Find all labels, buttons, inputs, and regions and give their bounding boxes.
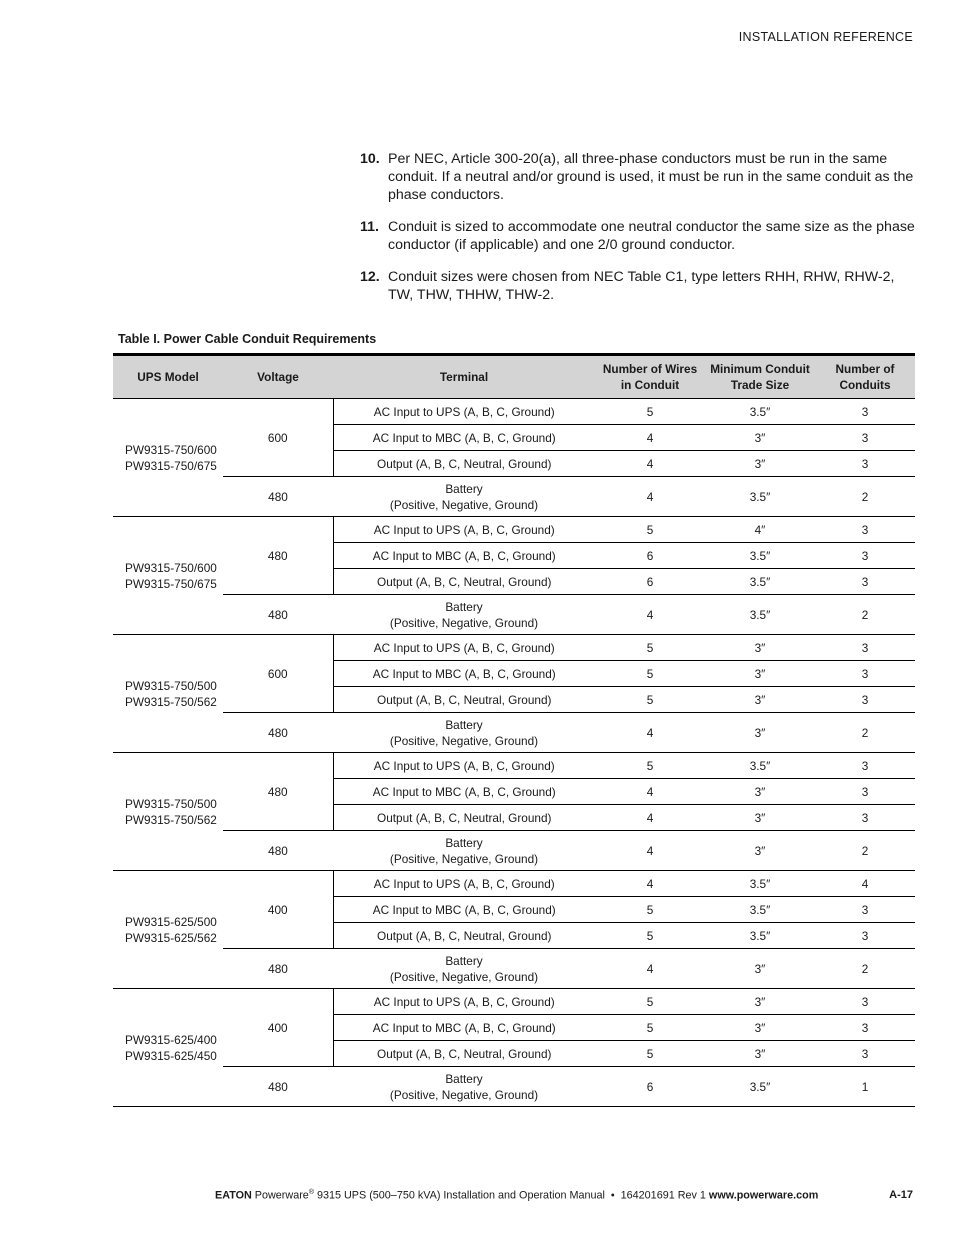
terminal-line1: Battery — [445, 953, 483, 968]
terminal-line2: (Positive, Negative, Ground) — [389, 969, 539, 984]
cell-terminal — [333, 713, 595, 753]
ups-model-line2: PW9315-750/562 — [125, 694, 217, 709]
cell-terminal: AC Input to MBC (A, B, C, Ground) — [333, 425, 595, 451]
header-ups-model: UPS Model — [113, 355, 223, 399]
cell-trade-size: 3.5″ — [705, 897, 815, 923]
cell-conduits: 3 — [815, 399, 915, 425]
cell-conduits: 4 — [815, 871, 915, 897]
cell-wires: 5 — [595, 897, 705, 923]
table-row — [113, 871, 915, 897]
table-row — [113, 713, 915, 753]
cell-conduits: 3 — [815, 451, 915, 477]
ups-model-line2: PW9315-625/450 — [125, 1048, 217, 1063]
terminal-line2: (Positive, Negative, Ground) — [389, 733, 539, 748]
cell-trade-size: 3″ — [705, 779, 815, 805]
cell-terminal: AC Input to UPS (A, B, C, Ground) — [333, 871, 595, 897]
header-wires-line2: in Conduit — [620, 378, 680, 392]
header-terminal: Terminal — [333, 355, 595, 399]
header-trade-line2: Trade Size — [730, 378, 790, 392]
cell-conduits: 2 — [815, 477, 915, 517]
terminal-line1: Battery — [445, 599, 483, 614]
cell-conduits: 2 — [815, 831, 915, 871]
table-row — [113, 595, 915, 635]
cell-trade-size: 3.5″ — [705, 399, 815, 425]
cell-trade-size: 3.5″ — [705, 543, 815, 569]
cell-voltage: 480 — [223, 517, 333, 595]
cell-wires: 4 — [595, 451, 705, 477]
cell-terminal: AC Input to MBC (A, B, C, Ground) — [333, 1015, 595, 1041]
cell-ups-model — [113, 399, 223, 517]
cell-wires: 5 — [595, 661, 705, 687]
header-trade-size — [705, 355, 815, 399]
ups-model-line1: PW9315-750/600 — [125, 442, 217, 457]
table-row — [113, 753, 915, 779]
cell-wires: 5 — [595, 517, 705, 543]
table-row — [113, 1067, 915, 1107]
cell-wires: 4 — [595, 477, 705, 517]
header-conduits — [815, 355, 915, 399]
cell-wires: 4 — [595, 831, 705, 871]
note-item — [360, 218, 920, 254]
section-header: INSTALLATION REFERENCE — [738, 30, 913, 44]
cell-wires: 4 — [595, 779, 705, 805]
cell-conduits: 3 — [815, 569, 915, 595]
ups-model-line1: PW9315-750/500 — [125, 678, 217, 693]
cell-terminal: Output (A, B, C, Neutral, Ground) — [333, 805, 595, 831]
cell-terminal — [333, 595, 595, 635]
terminal-line1: Battery — [445, 1071, 483, 1086]
ups-model-line2: PW9315-750/562 — [125, 812, 217, 827]
table-row — [113, 399, 915, 425]
cell-trade-size: 3″ — [705, 805, 815, 831]
cell-voltage: 480 — [223, 1067, 333, 1107]
header-trade-line1: Minimum Conduit — [710, 362, 810, 376]
ups-model-line1: PW9315-625/400 — [125, 1032, 217, 1047]
cell-wires: 4 — [595, 871, 705, 897]
cell-trade-size: 3″ — [705, 831, 815, 871]
cell-voltage: 400 — [223, 989, 333, 1067]
cell-conduits: 3 — [815, 661, 915, 687]
cell-wires: 5 — [595, 1041, 705, 1067]
cell-voltage: 480 — [223, 595, 333, 635]
note-number: 12. — [360, 269, 380, 285]
cell-terminal: AC Input to UPS (A, B, C, Ground) — [333, 517, 595, 543]
cell-voltage: 480 — [223, 831, 333, 871]
cell-conduits: 3 — [815, 543, 915, 569]
cell-conduits: 2 — [815, 595, 915, 635]
header-conduits-line2: Conduits — [839, 378, 891, 392]
cell-wires: 5 — [595, 923, 705, 949]
cell-trade-size: 3″ — [705, 451, 815, 477]
header-wires-line1: Number of Wires — [602, 362, 698, 376]
ups-model-line2: PW9315-750/675 — [125, 576, 217, 591]
cell-wires: 4 — [595, 805, 705, 831]
cell-wires: 4 — [595, 713, 705, 753]
cell-conduits: 2 — [815, 949, 915, 989]
cell-wires: 6 — [595, 1067, 705, 1107]
cell-terminal: AC Input to UPS (A, B, C, Ground) — [333, 989, 595, 1015]
cell-conduits: 3 — [815, 753, 915, 779]
terminal-line2: (Positive, Negative, Ground) — [389, 851, 539, 866]
terminal-line2: (Positive, Negative, Ground) — [389, 615, 539, 630]
note-item — [360, 268, 920, 304]
cell-conduits: 3 — [815, 779, 915, 805]
table-header-row — [113, 355, 915, 399]
cell-ups-model — [113, 989, 223, 1107]
terminal-line2: (Positive, Negative, Ground) — [389, 1087, 539, 1102]
ups-model-line1: PW9315-750/500 — [125, 796, 217, 811]
cell-terminal: AC Input to MBC (A, B, C, Ground) — [333, 779, 595, 805]
cell-conduits: 3 — [815, 989, 915, 1015]
cell-voltage: 480 — [223, 477, 333, 517]
table-row — [113, 517, 915, 543]
cell-wires: 6 — [595, 569, 705, 595]
cell-conduits: 1 — [815, 1067, 915, 1107]
table-row — [113, 831, 915, 871]
terminal-line2: (Positive, Negative, Ground) — [389, 497, 539, 512]
cell-voltage: 480 — [223, 753, 333, 831]
cell-wires: 5 — [595, 753, 705, 779]
note-number: 11. — [360, 219, 379, 235]
cell-wires: 4 — [595, 595, 705, 635]
ups-model-line1: PW9315-625/500 — [125, 914, 217, 929]
cell-terminal — [333, 477, 595, 517]
cell-trade-size: 3″ — [705, 949, 815, 989]
table-row — [113, 989, 915, 1015]
cell-terminal — [333, 949, 595, 989]
cell-terminal: AC Input to UPS (A, B, C, Ground) — [333, 753, 595, 779]
cell-wires: 5 — [595, 1015, 705, 1041]
footer-product: Powerware — [254, 1189, 309, 1202]
cell-trade-size: 3.5″ — [705, 871, 815, 897]
cell-voltage: 600 — [223, 635, 333, 713]
cell-ups-model — [113, 635, 223, 753]
terminal-line1: Battery — [445, 481, 483, 496]
table-row — [113, 949, 915, 989]
cell-ups-model — [113, 871, 223, 989]
cell-ups-model — [113, 517, 223, 635]
cell-terminal: AC Input to UPS (A, B, C, Ground) — [333, 399, 595, 425]
cell-wires: 5 — [595, 635, 705, 661]
conduit-requirements-table — [113, 353, 915, 1107]
cell-trade-size: 3.5″ — [705, 595, 815, 635]
cell-conduits: 3 — [815, 635, 915, 661]
table-row — [113, 477, 915, 517]
terminal-line1: Battery — [445, 835, 483, 850]
cell-conduits: 3 — [815, 897, 915, 923]
note-item — [360, 150, 920, 204]
header-conduits-line1: Number of — [835, 362, 895, 376]
cell-conduits: 3 — [815, 1015, 915, 1041]
cell-wires: 5 — [595, 687, 705, 713]
header-wires — [595, 355, 705, 399]
cell-trade-size: 3″ — [705, 425, 815, 451]
cell-conduits: 3 — [815, 805, 915, 831]
footer-brand: EATON — [215, 1189, 252, 1202]
cell-wires: 6 — [595, 543, 705, 569]
cell-terminal: Output (A, B, C, Neutral, Ground) — [333, 1041, 595, 1067]
cell-voltage: 600 — [223, 399, 333, 477]
cell-conduits: 3 — [815, 923, 915, 949]
cell-terminal: Output (A, B, C, Neutral, Ground) — [333, 451, 595, 477]
note-number: 10. — [360, 151, 380, 167]
cell-trade-size: 4″ — [705, 517, 815, 543]
cell-trade-size: 3.5″ — [705, 923, 815, 949]
footer-url: www.powerware.com — [708, 1189, 819, 1202]
table-row — [113, 635, 915, 661]
terminal-line1: Battery — [445, 717, 483, 732]
cell-wires: 5 — [595, 399, 705, 425]
cell-conduits: 3 — [815, 1041, 915, 1067]
cell-terminal: Output (A, B, C, Neutral, Ground) — [333, 923, 595, 949]
cell-wires: 4 — [595, 949, 705, 989]
cell-conduits: 3 — [815, 425, 915, 451]
footer-manual: 9315 UPS (500–750 kVA) Installation and Operation Manual • 164201691 Rev 1 — [313, 1189, 709, 1202]
table-caption: Table I. Power Cable Conduit Requirements — [118, 332, 377, 346]
footer-reg-mark: ® — [308, 1189, 314, 1196]
cell-wires: 4 — [595, 425, 705, 451]
cell-terminal: Output (A, B, C, Neutral, Ground) — [333, 687, 595, 713]
cell-trade-size: 3.5″ — [705, 1067, 815, 1107]
cell-voltage: 480 — [223, 713, 333, 753]
ups-model-line1: PW9315-750/600 — [125, 560, 217, 575]
ups-model-line2: PW9315-750/675 — [125, 458, 217, 473]
note-text: Conduit sizes were chosen from NEC Table C1, type letters RHH, RHW, RHW-2, TW, THW, THHW, THW-2. — [388, 269, 895, 303]
cell-voltage: 400 — [223, 871, 333, 949]
cell-trade-size: 3″ — [705, 1015, 815, 1041]
cell-terminal: AC Input to MBC (A, B, C, Ground) — [333, 543, 595, 569]
page-number: A-17 — [889, 1189, 913, 1201]
cell-trade-size: 3″ — [705, 1041, 815, 1067]
cell-terminal — [333, 831, 595, 871]
cell-trade-size: 3.5″ — [705, 569, 815, 595]
cell-conduits: 3 — [815, 517, 915, 543]
cell-trade-size: 3″ — [705, 713, 815, 753]
header-voltage: Voltage — [223, 355, 333, 399]
cell-trade-size: 3.5″ — [705, 477, 815, 517]
cell-terminal: AC Input to UPS (A, B, C, Ground) — [333, 635, 595, 661]
page-footer — [215, 1189, 818, 1202]
cell-terminal: AC Input to MBC (A, B, C, Ground) — [333, 661, 595, 687]
cell-trade-size: 3″ — [705, 635, 815, 661]
ups-model-line2: PW9315-625/562 — [125, 930, 217, 945]
cell-ups-model — [113, 753, 223, 871]
note-text: Conduit is sized to accommodate one neutral conductor the same size as the phase conductor (if applicable) and one 2/0 ground conductor. — [388, 219, 915, 253]
cell-voltage: 480 — [223, 949, 333, 989]
cell-trade-size: 3″ — [705, 687, 815, 713]
cell-conduits: 2 — [815, 713, 915, 753]
note-text: Per NEC, Article 300-20(a), all three-phase conductors must be run in the same conduit. If a neutral and/or ground is used, it must be run in the same conduit as the phase conductors. — [388, 151, 914, 203]
cell-conduits: 3 — [815, 687, 915, 713]
cell-terminal — [333, 1067, 595, 1107]
cell-trade-size: 3″ — [705, 661, 815, 687]
cell-wires: 5 — [595, 989, 705, 1015]
cell-terminal: AC Input to MBC (A, B, C, Ground) — [333, 897, 595, 923]
notes-list — [360, 150, 920, 318]
cell-trade-size: 3″ — [705, 989, 815, 1015]
cell-trade-size: 3.5″ — [705, 753, 815, 779]
cell-terminal: Output (A, B, C, Neutral, Ground) — [333, 569, 595, 595]
